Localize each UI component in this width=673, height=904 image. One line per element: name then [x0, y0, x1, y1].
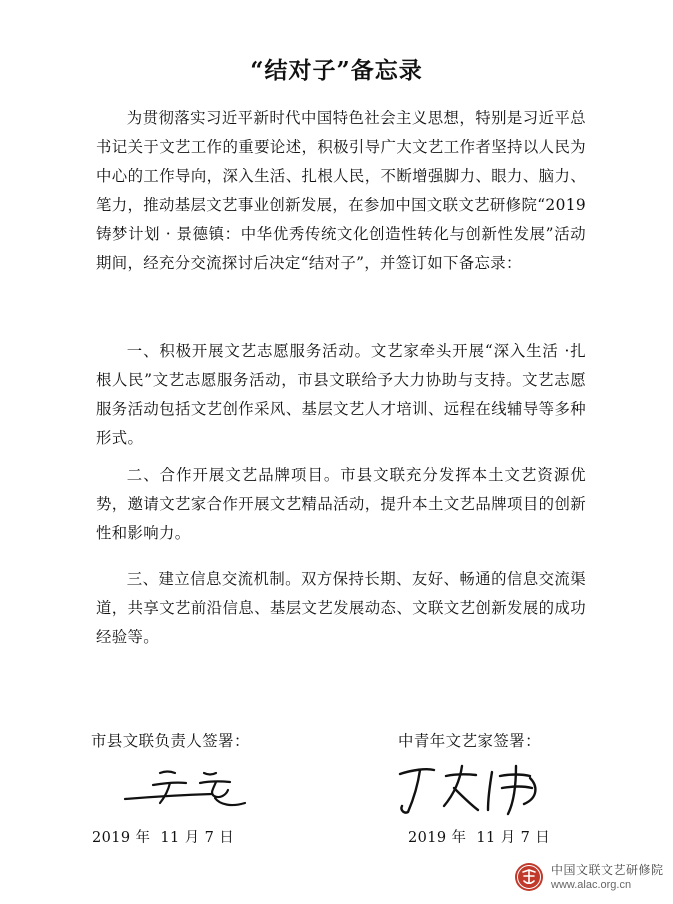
- clause-1-paragraph: 一、积极开展文艺志愿服务活动。文艺家牵头开展“深入生活 ·扎根人民”文艺志愿服务活动，市县文联给予大力协助与支持。文艺志愿服务活动包括文艺创作采风、基层文艺人才培训、远程在线辅导等多种形式。: [96, 342, 586, 447]
- left-signatory-label: 市县文联负责人签署：: [91, 732, 250, 750]
- right-handwritten-signature: [392, 758, 552, 818]
- right-signatory-label: 中青年文艺家签署：: [398, 732, 542, 750]
- footer-url: www.alac.org.cn: [551, 879, 632, 891]
- left-signing-date: 2019 年 11 月 7 日: [92, 830, 235, 846]
- left-handwritten-signature: [120, 765, 260, 813]
- footer-branding: [551, 863, 664, 892]
- footer-org-name: 中国文联文艺研修院: [551, 863, 664, 877]
- intro-paragraph: 为贯彻落实习近平新时代中国特色社会主义思想，特别是习近平总书记关于文艺工作的重要论述，积极引导广大文艺工作者坚持以人民为中心的工作导向，深入生活、扎根人民，不断增强脚力、眼力、脑力、笔力，推动基层文艺事业创新发展，在参加中国文联文艺研修院“2019 铸梦计划 · 景德镇：中华优秀传统文化创造性转化与创新性发展”活动期间，经充分交流探讨后决定“结对子”，并签订如下备忘录：: [96, 109, 586, 272]
- right-signing-date: 2019 年 11 月 7 日: [408, 830, 551, 846]
- clause-3-paragraph: 三、建立信息交流机制。双方保持长期、友好、畅通的信息交流渠道，共享文艺前沿信息、基层文艺发展动态、文联文艺创新发展的成功经验等。: [96, 570, 586, 646]
- seal-logo-icon: [514, 862, 544, 892]
- clause-2-paragraph: 二、合作开展文艺品牌项目。市县文联充分发挥本土文艺资源优势，邀请文艺家合作开展文艺精品活动，提升本土文艺品牌项目的创新性和影响力。: [96, 466, 586, 542]
- document-title: “结对子”备忘录: [250, 57, 423, 84]
